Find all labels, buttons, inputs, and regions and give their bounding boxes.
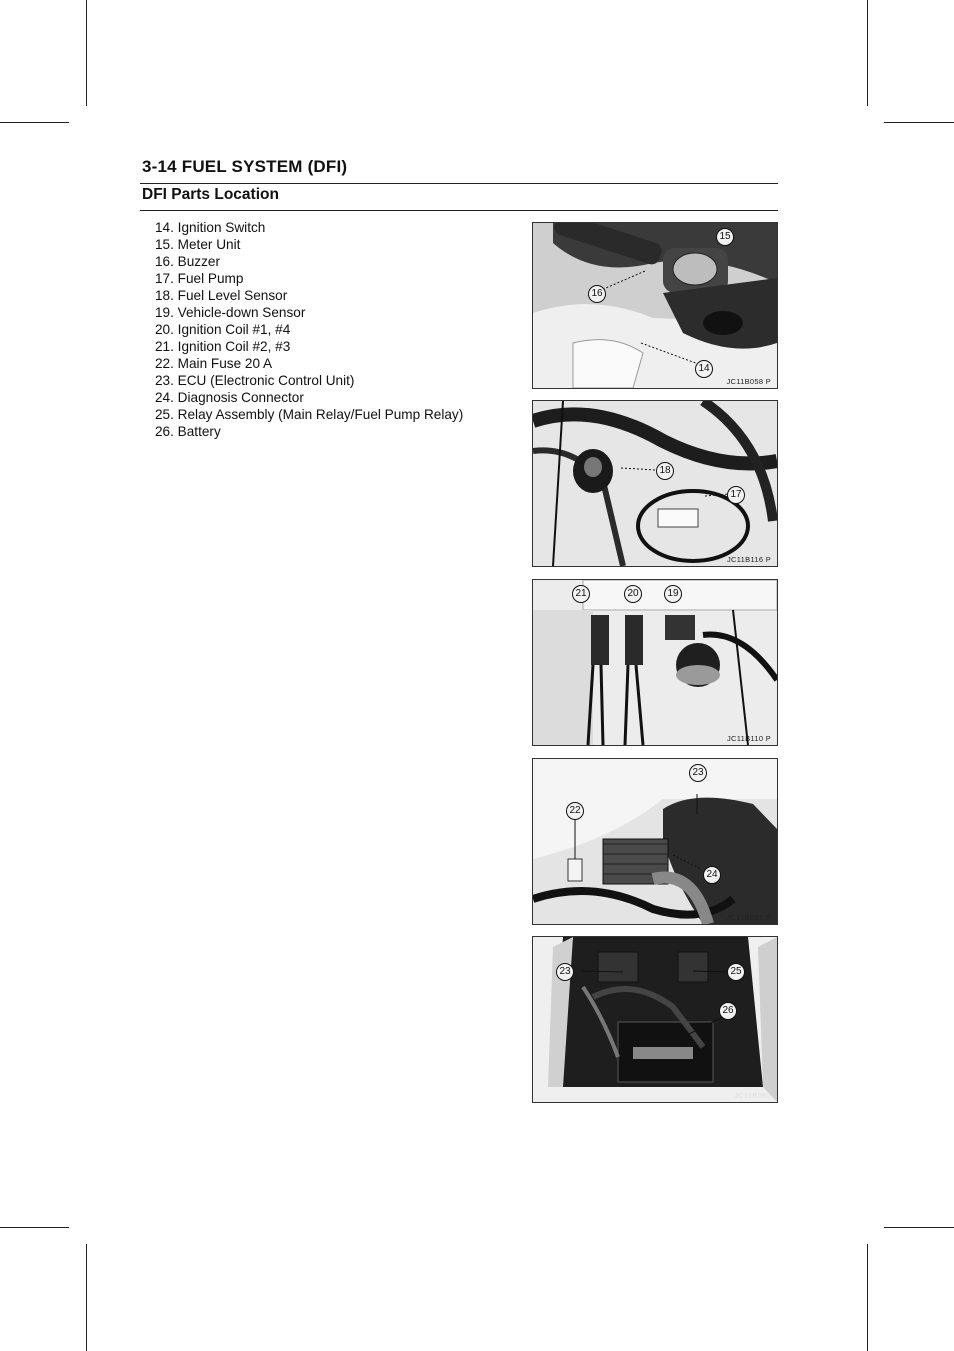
section-title: DFI Parts Location	[142, 186, 279, 203]
callout-number: 18	[656, 462, 674, 480]
callout-number: 17	[727, 486, 745, 504]
legend-item: 25. Relay Assembly (Main Relay/Fuel Pump Relay)	[155, 407, 464, 422]
legend-item: 21. Ignition Coil #2, #3	[155, 339, 291, 354]
callout-number: 20	[624, 585, 642, 603]
callout-number: 16	[588, 285, 606, 303]
legend-item: 20. Ignition Coil #1, #4	[155, 322, 291, 337]
callout-number: 26	[719, 1002, 737, 1020]
callout-number: 14	[695, 360, 713, 378]
photo-code: JC11B062	[734, 1091, 771, 1100]
legend-item: 23. ECU (Electronic Control Unit)	[155, 373, 355, 388]
crop-mark	[867, 0, 868, 106]
photo-ecu-fuse-drawing	[533, 759, 777, 924]
callout-number: 15	[716, 228, 734, 246]
page-title: 3-14 FUEL SYSTEM (DFI)	[142, 157, 348, 176]
crop-mark	[884, 122, 954, 123]
photo-ignition-coils	[532, 579, 778, 746]
legend-item: 26. Battery	[155, 424, 221, 439]
legend-item: 22. Main Fuse 20 A	[155, 356, 273, 371]
title-rule	[140, 183, 778, 184]
crop-mark	[86, 1244, 87, 1351]
legend-item: 16. Buzzer	[155, 254, 220, 269]
photo-ecu-fuse	[532, 758, 778, 925]
crop-mark	[884, 1227, 954, 1228]
callout-number: 21	[572, 585, 590, 603]
callout-number: 23	[689, 764, 707, 782]
callout-number: 25	[727, 963, 745, 981]
photo-battery	[532, 936, 778, 1103]
legend-item: 17. Fuel Pump	[155, 271, 244, 286]
crop-mark	[0, 1227, 69, 1228]
parts-legend	[155, 219, 463, 440]
photo-ignition-coils-drawing	[533, 580, 777, 745]
photo-battery-drawing	[533, 937, 777, 1102]
callout-number: 23	[556, 963, 574, 981]
crop-mark	[867, 1244, 868, 1351]
callout-number: 24	[703, 866, 721, 884]
crop-mark	[86, 0, 87, 106]
photo-code: JC11B058 P	[726, 377, 771, 386]
photo-fuel-pump-drawing	[533, 401, 777, 566]
photo-fuel-pump	[532, 400, 778, 567]
section-rule	[140, 210, 778, 211]
photo-code: JC11B116 P	[727, 555, 771, 564]
photo-handlebar	[532, 222, 778, 389]
callout-number: 19	[664, 585, 682, 603]
photo-handlebar-drawing	[533, 223, 777, 388]
legend-item: 18. Fuel Level Sensor	[155, 288, 288, 303]
legend-item: 24. Diagnosis Connector	[155, 390, 304, 405]
legend-item: 19. Vehicle-down Sensor	[155, 305, 306, 320]
legend-item: 14. Ignition Switch	[155, 220, 266, 235]
photo-code: JC11B110 P	[727, 734, 771, 743]
photo-code: JC11B061 P	[726, 913, 771, 922]
legend-item: 15. Meter Unit	[155, 237, 241, 252]
callout-number: 22	[566, 802, 584, 820]
crop-mark	[0, 122, 69, 123]
